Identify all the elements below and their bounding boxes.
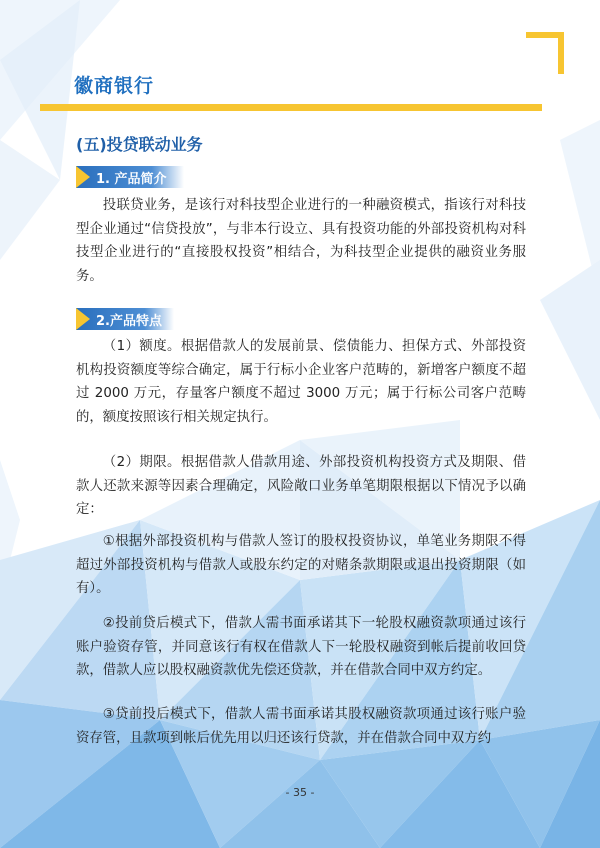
subsection-label: 2.产品特点	[96, 314, 162, 329]
arrow-icon	[76, 166, 90, 188]
page-number: - 35 -	[285, 786, 315, 799]
subsection-bar-intro	[76, 166, 184, 188]
bank-title: 徽商银行	[74, 75, 155, 97]
paragraph-term-item-2: ②投前贷后模式下，借款人需书面承诺其下一轮股权融资款项通过该行账户验资存管，并同意该行有权在借款人下一轮股权融资到帐后提前收回贷款，借款人应以股权融资款优先偿还贷款，并在借款合同中双方约定。	[76, 616, 526, 678]
paragraph-amount: （1）额度。根据借款人的发展前景、偿债能力、担保方式、外部投资机构投资额度等综合确定，属于行标小企业客户范畴的，新增客户额度不超过 2000 万元，存量客户额度不超过 3000 万元；属于行标公司客户范畴的，额度按照该行相关规定执行。	[76, 339, 526, 425]
paragraph-term: （2）期限。根据借款人借款用途、外部投资机构投资方式及期限、借款人还款来源等因素合理确定，风险敞口业务单笔期限根据以下情况予以确定：	[76, 455, 526, 517]
paragraph-term-item-1: ①根据外部投资机构与借款人签订的股权投资协议，单笔业务期限不得超过外部投资机构与借款人或股东约定的对赌条款期限或退出投资期限（如有）。	[76, 534, 526, 596]
section-heading: (五)投贷联动业务	[76, 135, 203, 154]
header-rule	[40, 104, 542, 111]
paragraph-term-item-3: ③贷前投后模式下，借款人需书面承诺其股权融资款项通过该行账户验资存管，且款项到帐后优先用以归还该行贷款，并在借款合同中双方约	[76, 707, 526, 746]
subsection-bar-features	[76, 308, 174, 330]
subsection-label: 1. 产品简介	[96, 172, 167, 187]
arrow-icon	[76, 308, 90, 330]
paragraph-intro: 投联贷业务，是该行对科技型企业进行的一种融资模式，指该行对科技型企业通过“信贷投放”，与非本行设立、具有投资功能的外部投资机构对科技型企业进行的“直接股权投资”相结合，为科技型企业提供的融资业务服务。	[76, 198, 526, 284]
corner-accent-vertical	[558, 32, 564, 74]
